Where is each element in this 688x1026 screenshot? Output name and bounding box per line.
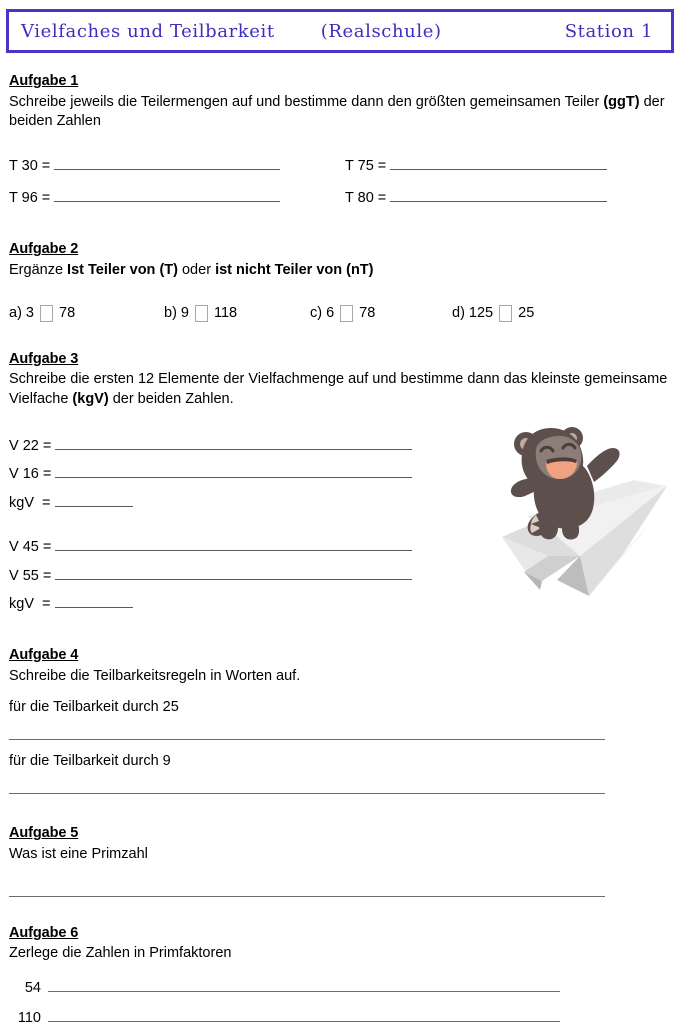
fill-rule-kgv-2[interactable] bbox=[55, 594, 133, 608]
aufgabe-2-item-b bbox=[164, 305, 310, 322]
fill-row-v16 bbox=[9, 464, 681, 482]
fill-rule-t80[interactable] bbox=[390, 188, 607, 202]
aufgabe-3-title: Aufgabe 3 bbox=[9, 350, 79, 367]
aufgabe-2-marker-d: d) 125 bbox=[452, 305, 494, 322]
aufgabe-2-desc-mid: oder bbox=[177, 261, 216, 278]
aufgabe-2-desc-bold2: ist nicht Teiler von (nT) bbox=[215, 261, 374, 278]
aufgabe-6-rule-54[interactable] bbox=[48, 977, 560, 992]
aufgabe-2-marker-b: b) 9 bbox=[164, 305, 189, 322]
worksheet-content bbox=[9, 72, 681, 1026]
fill-row-t96 bbox=[9, 188, 345, 206]
fill-row-v45 bbox=[9, 537, 681, 555]
fill-label-kgv-2: kgV = bbox=[9, 596, 51, 613]
fill-label-t30: T 30 = bbox=[9, 158, 51, 175]
fill-rule-t30[interactable] bbox=[54, 156, 280, 170]
fill-label-v55: V 55 = bbox=[9, 567, 52, 584]
aufgabe-5-title: Aufgabe 5 bbox=[9, 825, 79, 842]
aufgabe-2-description bbox=[9, 261, 674, 281]
aufgabe-3-desc-part2: der beiden Zahlen. bbox=[108, 391, 234, 408]
fill-label-v16: V 16 = bbox=[9, 466, 52, 483]
aufgabe-2-marker-a: a) 3 bbox=[9, 305, 34, 322]
aufgabe-2-item-d bbox=[452, 305, 534, 322]
aufgabe-1-description bbox=[9, 93, 674, 133]
aufgabe-4-answer-rule-1[interactable] bbox=[9, 739, 605, 740]
aufgabe-6-number-54: 54 bbox=[24, 979, 41, 996]
fill-label-t75: T 75 = bbox=[345, 158, 387, 175]
aufgabe-3-desc-bold: (kgV) bbox=[72, 391, 109, 408]
aufgabe-6-row-110 bbox=[9, 1007, 681, 1026]
aufgabe-2-value-d: 25 bbox=[518, 305, 535, 322]
fill-rule-t75[interactable] bbox=[390, 156, 607, 170]
fill-row-t80 bbox=[345, 188, 681, 206]
aufgabe-3-group-1 bbox=[9, 436, 681, 511]
fill-rule-v55[interactable] bbox=[55, 566, 412, 580]
fill-label-t96: T 96 = bbox=[9, 189, 51, 206]
aufgabe-1-desc-part2: der beiden Zahlen bbox=[9, 93, 665, 130]
header-row bbox=[9, 12, 671, 50]
aufgabe-6-description: Zerlege die Zahlen in Primfaktoren bbox=[9, 945, 232, 962]
fill-rule-t96[interactable] bbox=[54, 188, 280, 202]
aufgabe-4-block bbox=[9, 646, 681, 794]
aufgabe-6-row-54 bbox=[9, 977, 681, 996]
aufgabe-3-desc-part1: Schreibe die ersten 12 Elemente der Vielfachmenge auf und bestimme dann das kleinste gemeinsame Vielfache bbox=[9, 371, 668, 408]
aufgabe-6-block bbox=[9, 924, 681, 1026]
aufgabe-1-row-2 bbox=[9, 188, 681, 206]
fill-label-t80: T 80 = bbox=[345, 189, 387, 206]
fill-label-v45: V 45 = bbox=[9, 539, 52, 556]
aufgabe-3-description bbox=[9, 370, 674, 410]
aufgabe-2-value-a: 78 bbox=[59, 305, 76, 322]
aufgabe-2-value-b: 118 bbox=[214, 305, 238, 322]
aufgabe-2-desc-part1: Ergänze bbox=[9, 261, 68, 278]
fill-rule-v22[interactable] bbox=[55, 436, 412, 450]
aufgabe-4-title: Aufgabe 4 bbox=[9, 646, 79, 663]
fill-label-v22: V 22 = bbox=[9, 437, 52, 454]
aufgabe-1-desc-bold: (ggT) bbox=[603, 93, 640, 110]
fill-row-v22 bbox=[9, 436, 681, 454]
aufgabe-2-desc-bold1: Ist Teiler von (T) bbox=[67, 261, 178, 278]
aufgabe-2-title: Aufgabe 2 bbox=[9, 241, 79, 258]
fill-row-t75 bbox=[345, 156, 681, 174]
aufgabe-4-description: Schreibe die Teilbarkeitsregeln in Worten auf. bbox=[9, 667, 301, 684]
fill-rule-kgv-1[interactable] bbox=[55, 493, 133, 507]
aufgabe-3-group-2 bbox=[9, 537, 681, 612]
fill-rule-v45[interactable] bbox=[55, 537, 412, 551]
worksheet-subtitle: (Realschule) bbox=[320, 20, 442, 42]
aufgabe-6-number-110: 110 bbox=[17, 1009, 41, 1026]
aufgabe-1-row-1 bbox=[9, 156, 681, 174]
aufgabe-4-answer-rule-2[interactable] bbox=[9, 793, 605, 794]
aufgabe-4-prompt-1: für die Teilbarkeit durch 25 bbox=[9, 699, 179, 716]
aufgabe-6-title: Aufgabe 6 bbox=[9, 924, 79, 941]
aufgabe-1-desc-part1: Schreibe jeweils die Teilermengen auf und bestimme dann den größten gemeinsamen Teiler bbox=[9, 93, 604, 110]
aufgabe-2-items bbox=[9, 305, 681, 322]
fill-label-kgv-1: kgV = bbox=[9, 494, 51, 511]
aufgabe-1-title: Aufgabe 1 bbox=[9, 73, 79, 89]
aufgabe-1-block bbox=[9, 72, 681, 205]
aufgabe-5-answer-rule[interactable] bbox=[9, 896, 605, 897]
fill-row-kgv-2 bbox=[9, 594, 681, 612]
checkbox-b[interactable] bbox=[195, 305, 208, 322]
aufgabe-6-rule-110[interactable] bbox=[48, 1007, 560, 1022]
worksheet-title: Vielfaches und Teilbarkeit bbox=[21, 20, 275, 42]
aufgabe-2-item-c bbox=[310, 305, 452, 322]
fill-row-v55 bbox=[9, 566, 681, 584]
fill-row-t30 bbox=[9, 156, 345, 174]
checkbox-d[interactable] bbox=[499, 305, 512, 322]
aufgabe-3-block bbox=[9, 350, 681, 612]
aufgabe-2-block bbox=[9, 240, 681, 321]
fill-row-kgv-1 bbox=[9, 493, 681, 511]
aufgabe-2-item-a bbox=[9, 305, 164, 322]
header-banner bbox=[6, 9, 674, 53]
aufgabe-2-marker-c: c) 6 bbox=[310, 305, 335, 322]
aufgabe-5-description: Was ist eine Primzahl bbox=[9, 845, 148, 862]
checkbox-c[interactable] bbox=[340, 305, 353, 322]
aufgabe-5-block bbox=[9, 824, 681, 896]
aufgabe-2-value-c: 78 bbox=[359, 305, 376, 322]
fill-rule-v16[interactable] bbox=[55, 464, 412, 478]
aufgabe-4-prompt-2: für die Teilbarkeit durch 9 bbox=[9, 753, 171, 770]
checkbox-a[interactable] bbox=[40, 305, 53, 322]
station-label: Station 1 bbox=[564, 20, 653, 42]
